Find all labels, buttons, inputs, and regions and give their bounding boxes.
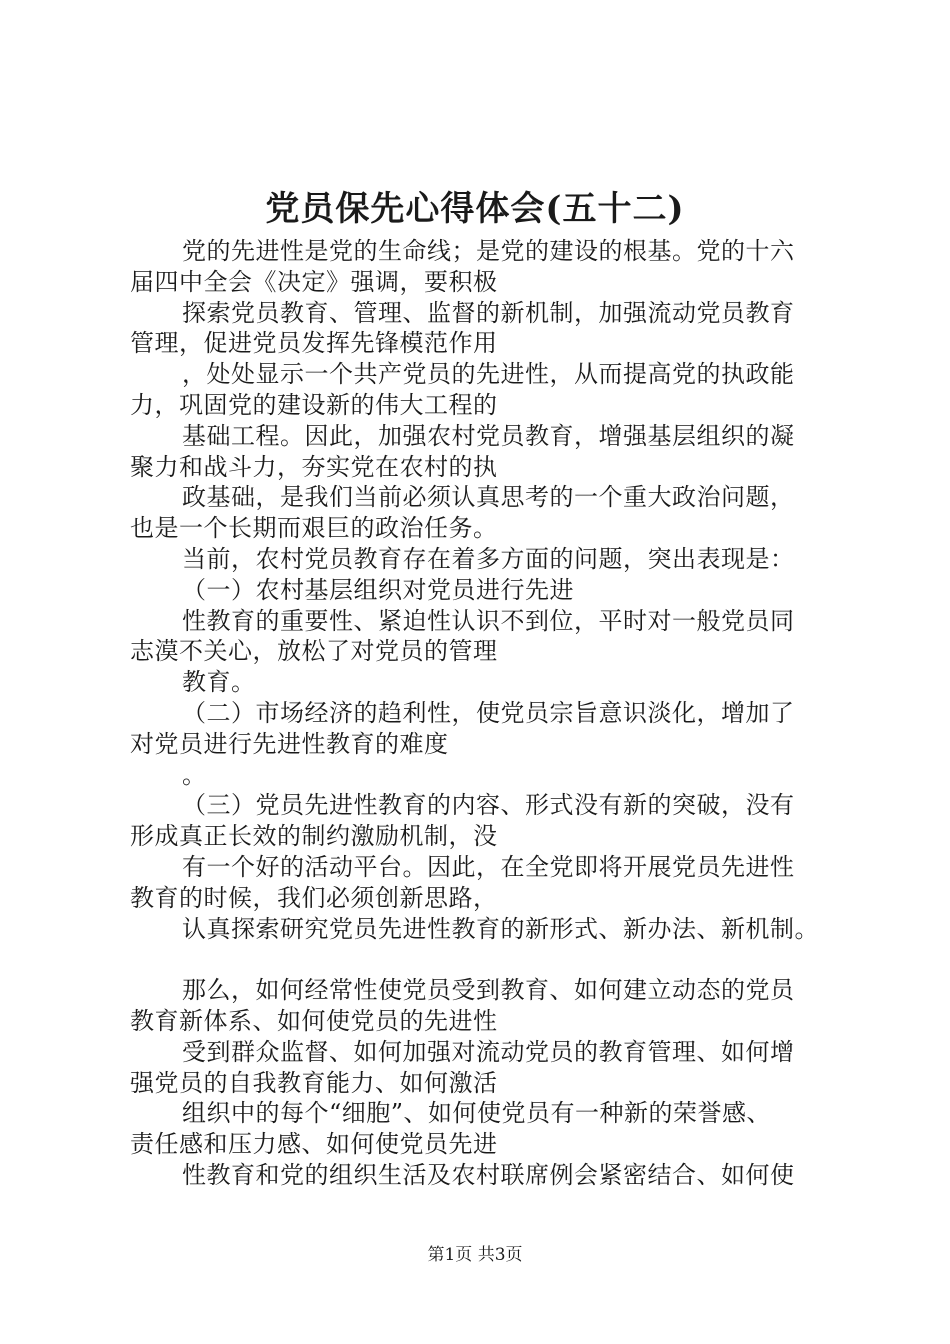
text-line: 教育新体系、如何使党员的先进性 [130,1006,498,1035]
text-line: 教育的时候，我们必须创新思路， [130,883,498,912]
document-body [130,236,850,1191]
text-line: （一）农村基层组织对党员进行先进 [182,575,574,604]
text-line: 。 [182,760,207,789]
text-line: 探索党员教育、管理、监督的新机制，加强流动党员教育 [182,298,795,327]
text-line: 性教育和党的组织生活及农村联席例会紧密结合、如何使 [182,1160,795,1189]
text-line: 聚力和战斗力，夯实党在农村的执 [130,452,498,481]
text-line: 政基础，是我们当前必须认真思考的一个重大政治问题， [182,483,795,512]
text-line: （二）市场经济的趋利性，使党员宗旨意识淡化，增加了 [182,698,795,727]
text-line: 认真探索研究党员先进性教育的新形式、新办法、新机制。 [182,914,819,943]
text-line: 力，巩固党的建设新的伟大工程的 [130,390,498,419]
text-line: 受到群众监督、如何加强对流动党员的教育管理、如何增 [182,1037,795,1066]
text-line: 形成真正长效的制约激励机制，没 [130,822,498,851]
text-line: 届四中全会《决定》强调，要积极 [130,267,498,296]
text-line: 基础工程。因此，加强农村党员教育，增强基层组织的凝 [182,421,795,450]
text-line: 教育。 [182,668,256,697]
text-line: 责任感和压力感、如何使党员先进 [130,1130,498,1159]
text-line: 组织中的每个“细胞”、如何使党员有一种新的荣誉感、 [182,1099,772,1128]
text-line: ，处处显示一个共产党员的先进性，从而提高党的执政能 [182,360,795,389]
page-footer: 第1页 共3页 [427,1245,523,1265]
text-line: 那么，如何经常性使党员受到教育、如何建立动态的党员 [182,976,795,1005]
text-line: 强党员的自我教育能力、如何激活 [130,1068,498,1097]
text-line: 也是一个长期而艰巨的政治任务。 [130,514,498,543]
text-line: 管理，促进党员发挥先锋模范作用 [130,329,498,358]
text-line: 对党员进行先进性教育的难度 [130,729,449,758]
text-line: 志漠不关心，放松了对党员的管理 [130,637,498,666]
text-line: 有一个好的活动平台。因此，在全党即将开展党员先进性 [182,852,795,881]
text-line: 党的先进性是党的生命线；是党的建设的根基。党的十六 [182,237,795,265]
text-line: 性教育的重要性、紧迫性认识不到位，平时对一般党员同 [182,606,795,635]
text-line: 当前，农村党员教育存在着多方面的问题，突出表现是： [182,544,795,573]
text-line [130,944,850,975]
document-title: 党员保先心得体会(五十二) [265,189,685,229]
text-line: （三）党员先进性教育的内容、形式没有新的突破，没有 [182,791,795,820]
